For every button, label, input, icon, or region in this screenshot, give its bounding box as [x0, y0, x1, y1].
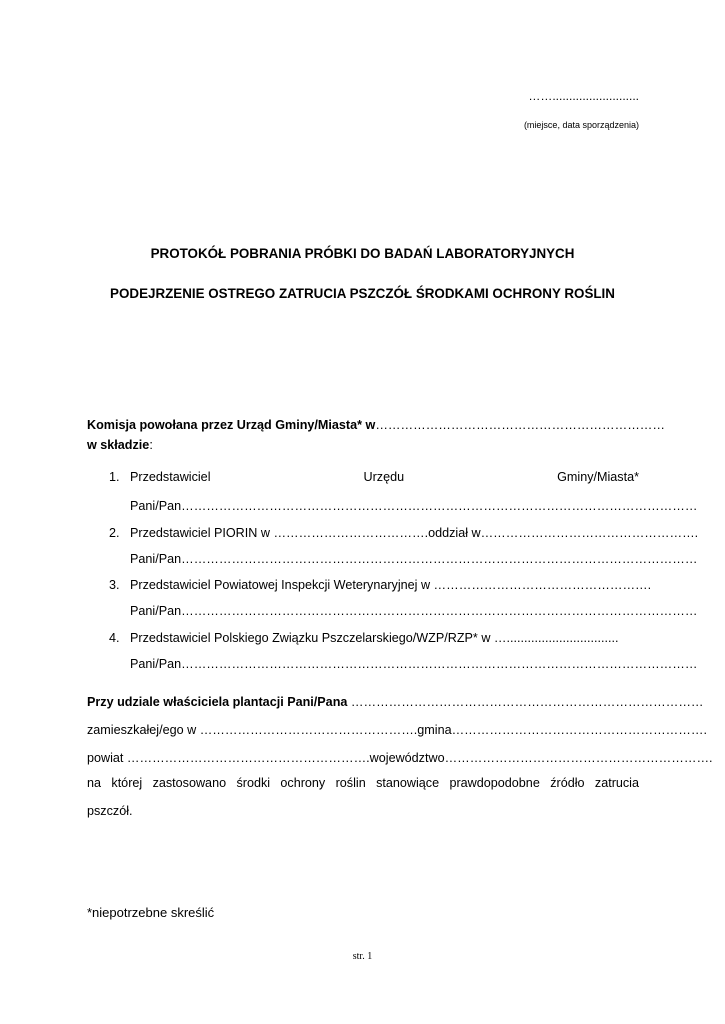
composition-label: w składzie — [87, 438, 150, 452]
statement-word: roślin — [335, 776, 366, 790]
place-date-dots: …….......................... — [528, 89, 639, 103]
member-word: Przedstawiciel — [130, 470, 211, 484]
owner-district: powiat ………………………………………………….województwo………………………………………………………. — [87, 751, 713, 765]
statement-word: zastosowano — [152, 776, 227, 790]
composition-colon: : — [149, 438, 153, 452]
owner-statement-end: pszczół. — [87, 804, 133, 818]
statement-word: prawdopodobne — [449, 776, 540, 790]
composition-line — [87, 438, 639, 452]
commission-intro-dots: …………………………………………………………… — [375, 418, 665, 432]
statement-word: której — [111, 776, 143, 790]
footnote: *niepotrzebne skreślić — [87, 905, 215, 920]
member-number: 2. — [109, 526, 120, 540]
owner-line — [87, 695, 704, 709]
commission-intro-line — [87, 418, 665, 432]
statement-word: środki — [236, 776, 271, 790]
statement-word: zatrucia — [594, 776, 639, 790]
commission-intro: Komisja powołana przez Urząd Gminy/Miasta* w — [87, 418, 376, 432]
statement-word: na — [87, 776, 102, 790]
document-title: PROTOKÓŁ POBRANIA PRÓBKI DO BADAŃ LABORATORYJNYCH — [150, 246, 575, 261]
member-line — [130, 470, 639, 484]
member-number: 4. — [109, 631, 120, 645]
statement-word: ochrony — [280, 776, 326, 790]
member-person: Pani/Pan…………………………………………………………………………………………………………… — [130, 499, 698, 513]
member-number: 1. — [109, 470, 120, 484]
member-number: 3. — [109, 578, 120, 592]
member-line: Przedstawiciel Polskiego Związku Pszczelarskiego/WZP/RZP* w …................................ — [130, 631, 619, 645]
statement-word: stanowiące — [376, 776, 440, 790]
owner-label: Przy udziale właściciela plantacji Pani/Pana — [87, 695, 348, 709]
member-person: Pani/Pan…………………………………………………………………………………………………………… — [130, 604, 698, 618]
owner-residence: zamieszkałej/ego w …………………………………………….gmina……………………………………………………. — [87, 723, 707, 737]
member-person: Pani/Pan…………………………………………………………………………………………………………… — [130, 552, 698, 566]
member-line: Przedstawiciel PIORIN w ……………………………….oddział w……………………………………………. — [130, 526, 699, 540]
member-person: Pani/Pan…………………………………………………………………………………………………………… — [130, 657, 698, 671]
place-date-label: (miejsce, data sporządzenia) — [523, 120, 639, 130]
document-subtitle: PODEJRZENIE OSTREGO ZATRUCIA PSZCZÓŁ ŚRODKAMI OCHRONY ROŚLIN — [110, 286, 615, 301]
member-line: Przedstawiciel Powiatowej Inspekcji Weterynaryjnej w ……………………………………………. — [130, 578, 652, 592]
member-word: Urzędu — [363, 470, 405, 484]
owner-statement — [87, 776, 639, 790]
statement-word: źródło — [550, 776, 585, 790]
page-number: str. 1 — [352, 951, 373, 962]
owner-dots: ………………………………………………………………………… — [347, 695, 704, 709]
member-word: Gminy/Miasta* — [557, 470, 639, 484]
